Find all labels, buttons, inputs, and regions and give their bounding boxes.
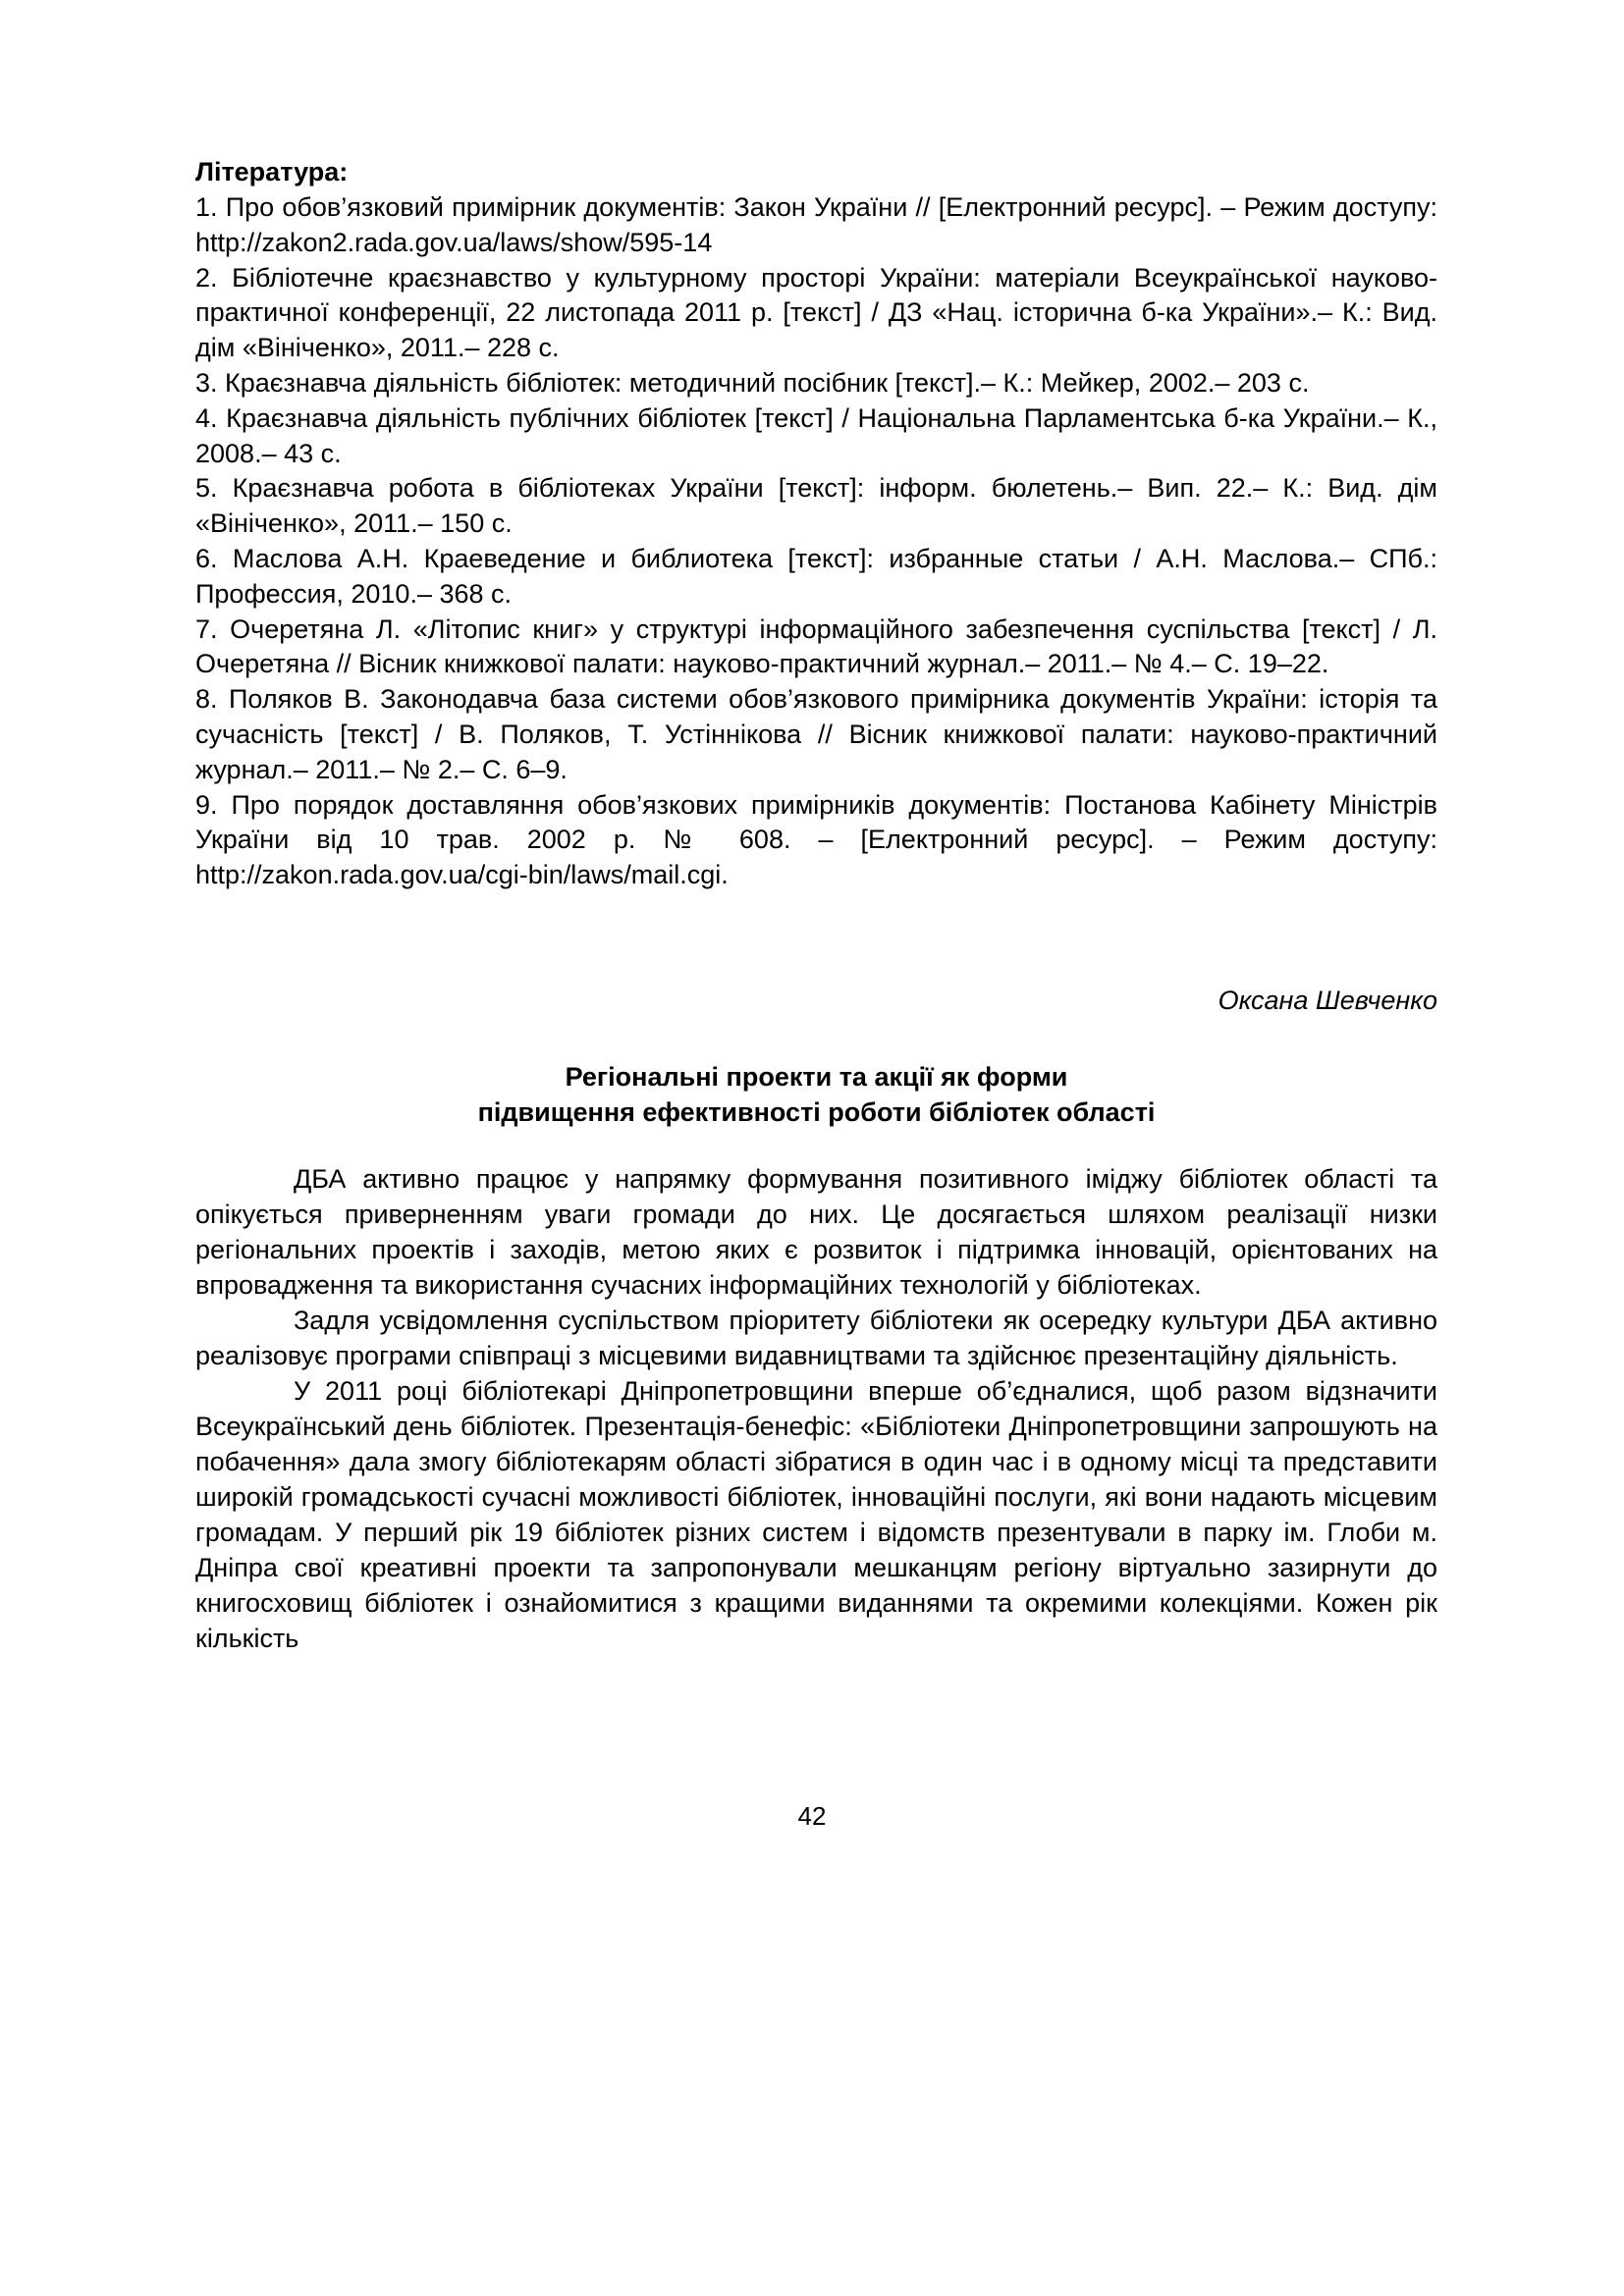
article-body <box>195 1161 1437 1656</box>
page-number: 42 <box>797 1801 827 1831</box>
reference-item: 1. Про обов’язковий примірник документів: Закон України // [Електронний ресурс]. – Режим доступу: http://zakon2.rada.gov.ua/laws/show/595-14 <box>195 192 1437 257</box>
article-title <box>195 1059 1437 1130</box>
body-paragraph: У 2011 році бібліотекарі Дніпропетровщини вперше об’єдналися, щоб разом відзначити Всеукраїнський день бібліотек. Презентація-бенефіс: «Бібліотеки Дніпропетровщини запрошують на побачення» дала змогу бібліотекарям області зібратися в один час і в одному місці та представити широкій громадськості сучасні можливості бібліотек, інноваційні послуги, які вони надають місцевим громадам. У перший рік 19 бібліотек різних систем і відомств презентували в парку ім. Глоби м. Дніпра свої креативні проекти та запропонували мешканцям регіону віртуально зазирнути до книгосховищ бібліотек і ознайомитися з кращими виданнями та окремими колекціями. Кожен рік кількість <box>195 1376 1437 1653</box>
reference-item: 3. Краєзнавча діяльність бібліотек: методичний посібник [текст].– К.: Мейкер, 2002.– 203 с. <box>195 367 1310 398</box>
article-title-line: Регіональні проекти та акції як форми <box>565 1062 1068 1092</box>
reference-item: 8. Поляков В. Законодавча база системи обов’язкового примірника документів України: історія та сучасність [текст] / В. Поляков, Т. Устіннікова // Вісник книжкової палати: науково-практичний журнал.– 2011.– № 2.– С. 6–9. <box>195 684 1437 784</box>
body-paragraph: Задля усвідомлення суспільством пріоритету бібліотеки як осередку культури ДБА активно реалізовує програми співпраці з місцевими видавництвами та здійснює презентаційну діяльність. <box>195 1306 1437 1370</box>
reference-item: 2. Бібліотечне краєзнавство у культурному просторі України: матеріали Всеукраїнської науково-практичної конференції, 22 листопада 2011 р. [текст] / ДЗ «Нац. історична б-ка України».– К.: Вид. дім «Вініченко», 2011.– 228 с. <box>195 262 1437 363</box>
reference-list <box>195 190 1437 893</box>
article-title-line: підвищення ефективності роботи бібліотек області <box>477 1097 1156 1127</box>
article-author: Оксана Шевченко <box>1218 986 1437 1015</box>
reference-item: 4. Краєзнавча діяльність публічних бібліотек [текст] / Національна Парламентська б-ка України.– К., 2008.– 43 с. <box>195 402 1437 468</box>
body-paragraph: ДБА активно працює у напрямку формування позитивного іміджу бібліотек області та опікується приверненням уваги громади до них. Це досягається шляхом реалізації низки регіональних проектів і заходів, метою яких є розвиток і підтримка інновацій, орієнтованих на впровадження та використання сучасних інформаційних технологій у бібліотеках. <box>195 1164 1437 1300</box>
reference-item: 7. Очеретяна Л. «Літопис книг» у структурі інформаційного забезпечення суспільства [текст] / Л. Очеретяна // Вісник книжкової палати: науково-практичний журнал.– 2011.– № 4.– С. 19–22. <box>195 614 1437 679</box>
reference-item: 5. Краєзнавча робота в бібліотеках України [текст]: інформ. бюлетень.– Вип. 22.– К.: Вид. дім «Вініченко», 2011.– 150 с. <box>195 473 1437 539</box>
literature-heading: Література: <box>195 157 349 187</box>
reference-item: 9. Про порядок доставляння обов’язкових примірників документів: Постанова Кабінету Міністрів України від 10 трав. 2002 р. № 608. – [Електронний ресурс]. – Режим доступу: http://zakon.rada.gov.ua/cgi-bin/laws/mail.cgi. <box>195 789 1437 890</box>
reference-item: 6. Маслова А.Н. Краеведение и библиотека [текст]: избранные статьи / А.Н. Маслова.– СПб.: Профессия, 2010.– 368 с. <box>195 543 1437 609</box>
